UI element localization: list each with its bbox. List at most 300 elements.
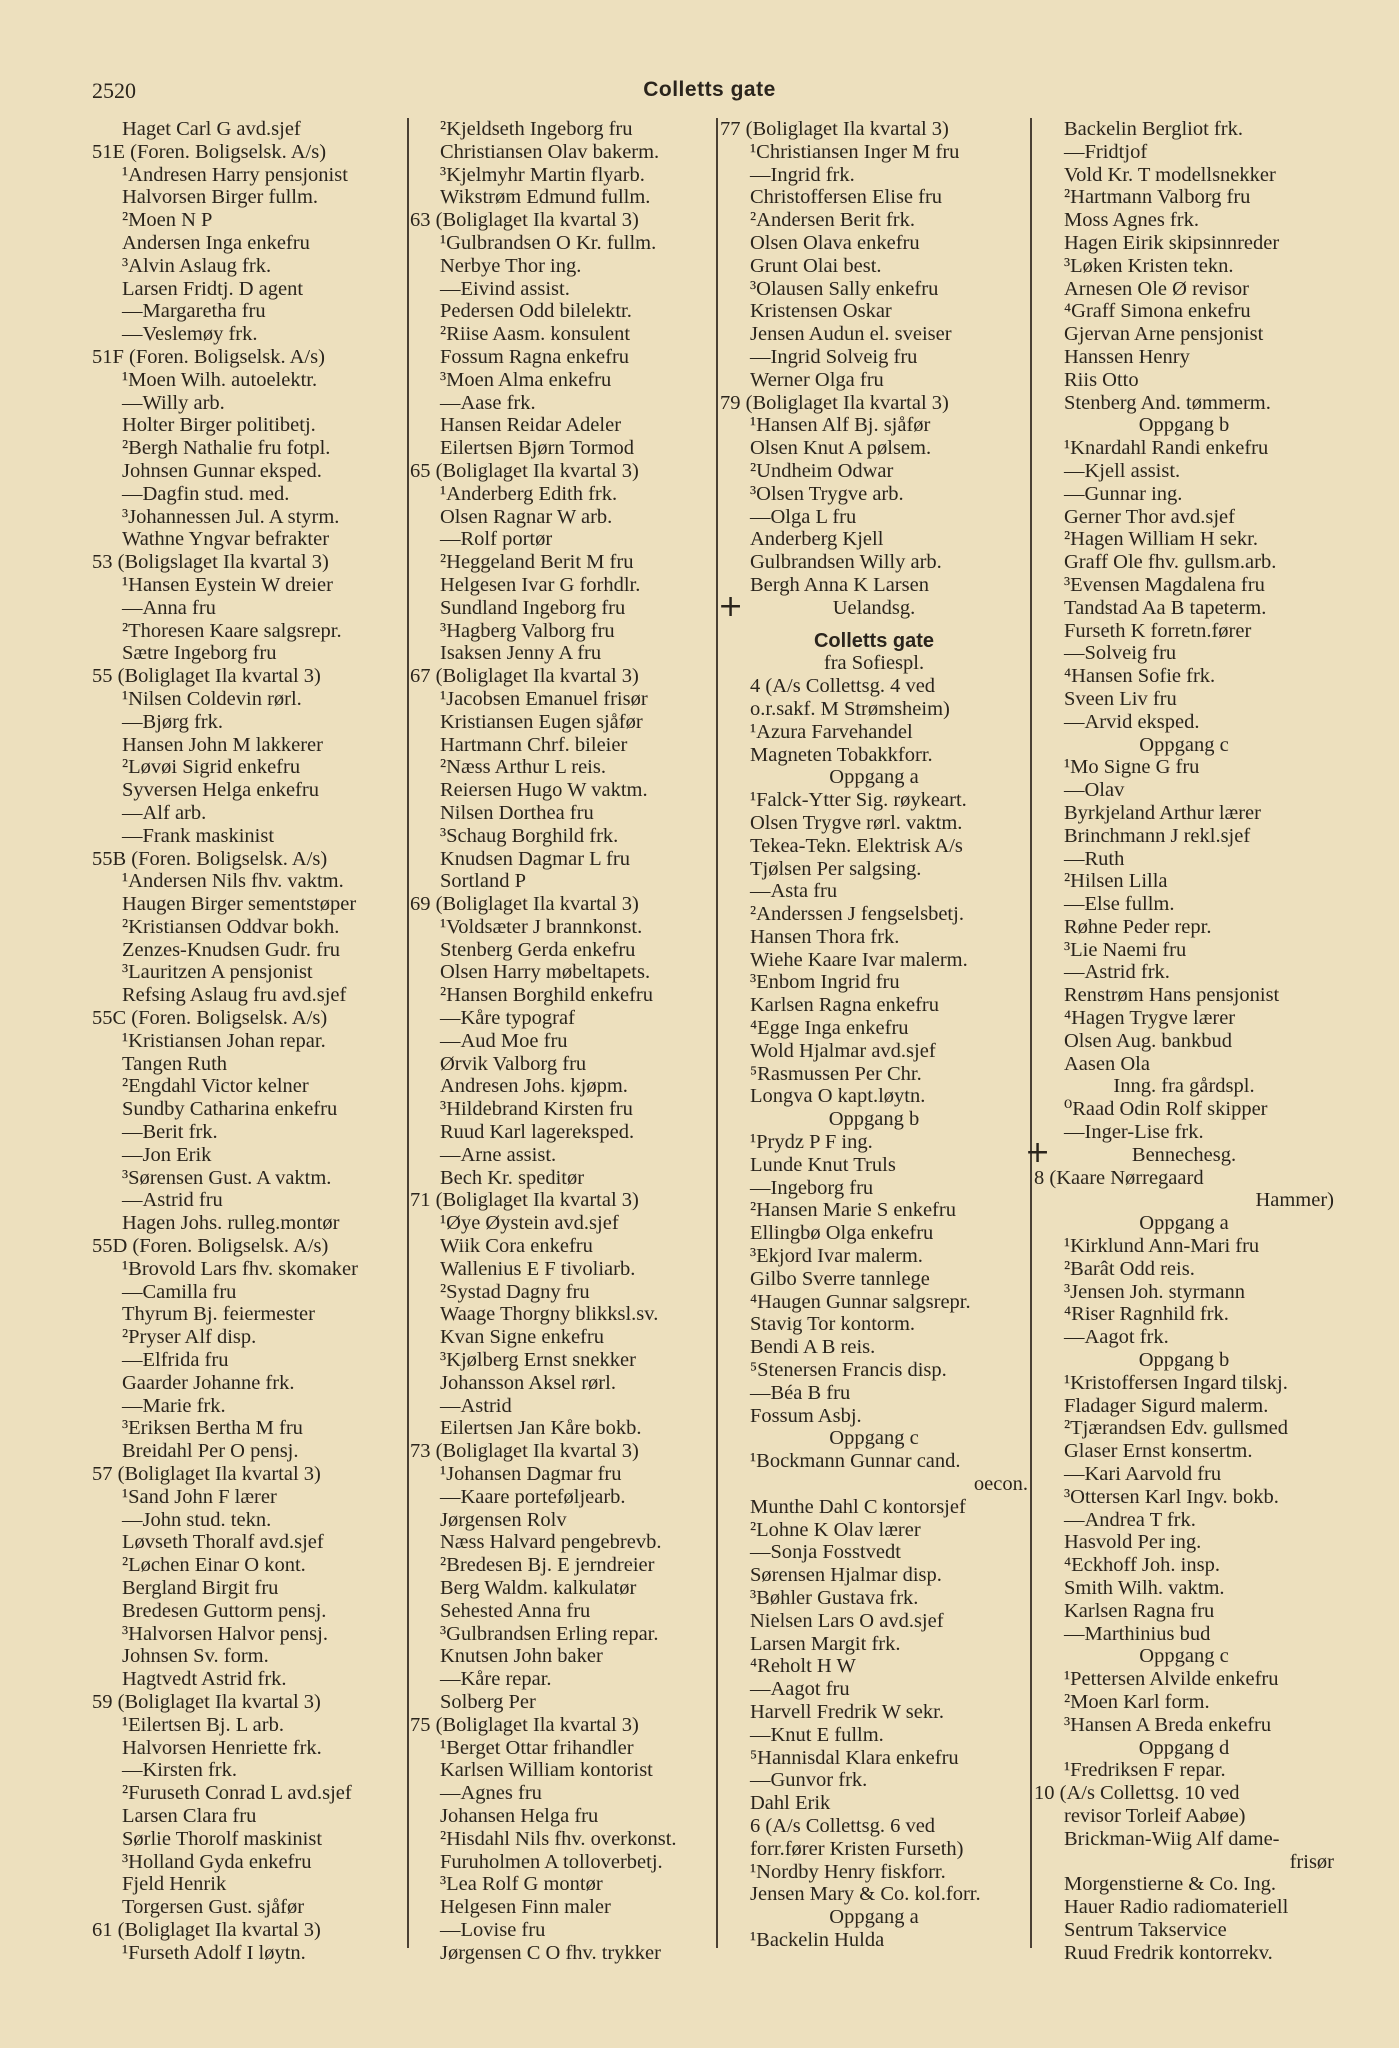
resident-entry: ³Lie Naemi fru xyxy=(1064,938,1187,961)
resident-entry: Sentrum Takservice xyxy=(1064,1918,1227,1941)
resident-entry: Haget Carl G avd.sjef xyxy=(122,118,301,140)
resident-entry: ³Bøhler Gustava frk. xyxy=(750,1587,919,1609)
resident-entry: Christoffersen Elise fru xyxy=(750,186,943,209)
address-heading: 55D (Foren. Boligselsk. A/s) xyxy=(92,1235,329,1258)
resident-entry: ¹Prydz P F ing. xyxy=(750,1131,873,1154)
column-3 xyxy=(720,118,1028,1952)
resident-entry: Thyrum Bj. feiermester xyxy=(122,1303,315,1326)
resident-entry: ⁴Reholt H W xyxy=(750,1655,856,1678)
resident-entry: Johansen Helga fru xyxy=(440,1804,599,1827)
resident-entry: Røhne Peder repr. xyxy=(1064,915,1212,938)
resident-entry: Smith Wilh. vaktm. xyxy=(1064,1577,1225,1599)
resident-entry: ³Lauritzen A pensjonist xyxy=(122,961,313,984)
resident-entry: —Knut E fullm. xyxy=(750,1723,884,1746)
resident-entry: Torgersen Gust. sjåfør xyxy=(122,1896,305,1919)
resident-entry: ⁵Hannisdal Klara enkefru xyxy=(750,1746,959,1769)
resident-entry: Gilbo Sverre tannlege xyxy=(750,1267,930,1290)
resident-entry: ⁵Stenersen Francis disp. xyxy=(750,1359,947,1382)
resident-entry: Larsen Margit frk. xyxy=(750,1632,901,1655)
resident-entry: Kvan Signe enkefru xyxy=(440,1326,604,1349)
resident-entry: Næss Halvard pengebrevb. xyxy=(440,1531,662,1554)
resident-entry: —Kåre repar. xyxy=(440,1668,552,1691)
resident-entry: Karlsen Ragna enkefru xyxy=(750,994,939,1017)
resident-entry: ³Hildebrand Kirsten fru xyxy=(440,1098,633,1121)
page-number: 2520 xyxy=(92,78,136,103)
resident-entry: Larsen Fridtj. D agent xyxy=(122,277,304,300)
resident-entry: Reiersen Hugo W vaktm. xyxy=(440,779,648,802)
address-heading: 71 (Boliglaget Ila kvartal 3) xyxy=(410,1189,639,1212)
resident-entry: Wikstrøm Edmund fullm. xyxy=(440,186,651,209)
resident-entry: ²Pryser Alf disp. xyxy=(122,1326,257,1349)
address-heading: 55 (Boliglaget Ila kvartal 3) xyxy=(92,665,321,688)
resident-entry: Wold Hjalmar avd.sjef xyxy=(750,1039,936,1062)
resident-entry: Eilertsen Jan Kåre bokb. xyxy=(440,1417,642,1440)
resident-entry: Olsen Harry møbeltapets. xyxy=(440,961,651,984)
resident-entry: ⁴Egge Inga enkefru xyxy=(750,1017,909,1040)
resident-entry: ¹Hansen Eystein W dreier xyxy=(122,573,333,596)
address-heading: 8 (Kaare Nørregaard xyxy=(1034,1166,1204,1189)
section-heading: Oppgang b xyxy=(1138,414,1230,437)
resident-entry: Jørgensen Rolv xyxy=(440,1508,567,1531)
resident-entry: —Eivind assist. xyxy=(440,277,570,300)
resident-entry: ²Kjeldseth Ingeborg fru xyxy=(440,118,633,140)
resident-entry: ¹Jacobsen Emanuel frisør xyxy=(440,687,648,710)
resident-entry: Sørlie Thorolf maskinist xyxy=(122,1827,323,1850)
resident-entry: Grunt Olai best. xyxy=(750,254,882,277)
resident-entry: Bergh Anna K Larsen xyxy=(750,573,929,596)
resident-entry: ⁴Hagen Trygve lærer xyxy=(1064,1007,1236,1030)
resident-entry: Aasen Ola xyxy=(1064,1052,1150,1075)
section-heading: Uelandsg. xyxy=(832,596,916,619)
resident-entry: ²Hansen Marie S enkefru xyxy=(750,1199,956,1222)
resident-entry: Hagen Johs. rulleg.montør xyxy=(122,1212,340,1235)
resident-entry: ³Lea Rolf G montør xyxy=(440,1873,603,1896)
resident-entry: Zenzes-Knudsen Gudr. fru xyxy=(122,938,341,961)
resident-entry: —Alf arb. xyxy=(122,801,207,824)
resident-entry: Jensen Audun el. sveiser xyxy=(750,323,952,346)
section-heading: Inng. fra gårdspl. xyxy=(1113,1075,1255,1098)
resident-entry: Olsen Ragnar W arb. xyxy=(440,505,613,528)
resident-entry: Riis Otto xyxy=(1064,368,1139,391)
resident-entry: —Arvid eksped. xyxy=(1064,710,1200,733)
section-heading: Oppgang b xyxy=(1138,1349,1230,1372)
resident-entry: Arnesen Ole Ø revisor xyxy=(1064,277,1250,300)
section-heading: Oppgang a xyxy=(1139,1212,1229,1235)
resident-entry: ¹Pettersen Alvilde enkefru xyxy=(1064,1668,1279,1691)
resident-entry: ⁵Rasmussen Per Chr. xyxy=(750,1062,922,1085)
resident-entry: ²Hagen William H sekr. xyxy=(1064,528,1258,551)
running-head: Colletts gate xyxy=(643,78,776,101)
resident-entry: Helgesen Ivar G forhdlr. xyxy=(440,573,641,596)
resident-entry: ²Furuseth Conrad L avd.sjef xyxy=(122,1782,352,1805)
resident-entry: —Olga L fru xyxy=(750,505,857,528)
resident-entry: —Else fullm. xyxy=(1064,893,1175,916)
resident-entry: Olsen Aug. bankbud xyxy=(1064,1029,1232,1052)
section-heading: Oppgang a xyxy=(829,1906,919,1929)
section-heading: Oppgang c xyxy=(829,1427,919,1450)
resident-entry: ¹Furseth Adolf I løytn. xyxy=(122,1941,306,1964)
resident-entry: ³Holland Gyda enkefru xyxy=(122,1850,312,1873)
address-heading: 10 (A/s Collettsg. 10 ved xyxy=(1034,1782,1240,1805)
resident-entry: Knutsen John baker xyxy=(440,1645,603,1668)
resident-entry: Løvseth Thoralf avd.sjef xyxy=(122,1531,324,1554)
resident-entry: ³Løken Kristen tekn. xyxy=(1064,254,1234,277)
section-heading: Oppgang c xyxy=(1139,1645,1229,1668)
resident-entry: revisor Torleif Aabøe) xyxy=(1064,1804,1246,1827)
resident-entry: ²Lohne K Olav lærer xyxy=(750,1518,921,1541)
resident-entry: Fladager Sigurd malerm. xyxy=(1064,1394,1269,1417)
resident-entry: Nerbye Thor ing. xyxy=(440,254,582,277)
section-heading: Oppgang d xyxy=(1138,1736,1230,1759)
resident-entry: —Asta fru xyxy=(750,880,838,903)
resident-entry: —Andrea T frk. xyxy=(1064,1508,1196,1531)
resident-entry: ³Halvorsen Halvor pensj. xyxy=(122,1622,328,1645)
resident-entry: Holter Birger politibetj. xyxy=(122,414,316,437)
resident-entry: —Fridtjof xyxy=(1064,140,1148,163)
resident-entry: ¹Eilertsen Bj. L arb. xyxy=(122,1713,284,1736)
resident-entry: Bergland Birgit fru xyxy=(122,1577,279,1599)
resident-entry: Syversen Helga enkefru xyxy=(122,779,319,802)
resident-entry: Knudsen Dagmar L fru xyxy=(440,847,630,870)
column-4 xyxy=(1034,118,1334,1965)
resident-entry: Jensen Mary & Co. kol.forr. xyxy=(750,1883,981,1906)
resident-entry: Wallenius E F tivoliarb. xyxy=(440,1257,636,1280)
resident-entry: ¹Christiansen Inger M fru xyxy=(750,140,960,163)
resident-entry: ²Andersen Berit frk. xyxy=(750,209,915,232)
resident-entry: ²Thoresen Kaare salgsrepr. xyxy=(122,619,342,642)
resident-entry: —Solveig fru xyxy=(1064,642,1177,665)
resident-entry: —Inger-Lise frk. xyxy=(1064,1121,1204,1144)
resident-entry: Hauer Radio radiomateriell xyxy=(1064,1896,1289,1919)
resident-entry: Larsen Clara fru xyxy=(122,1804,257,1827)
resident-entry: ³Johannessen Jul. A styrm. xyxy=(122,505,340,528)
resident-entry: —Astrid fru xyxy=(122,1189,223,1212)
resident-entry: Sundby Catharina enkefru xyxy=(122,1098,338,1121)
resident-entry: —Willy arb. xyxy=(122,391,225,414)
section-heading: fra Sofiespl. xyxy=(823,652,925,675)
resident-entry: —Elfrida fru xyxy=(122,1349,229,1372)
resident-entry: ⁴Hansen Sofie frk. xyxy=(1064,665,1216,688)
resident-entry: Eilertsen Bjørn Tormod xyxy=(440,437,635,460)
resident-entry: Sørensen Hjalmar disp. xyxy=(750,1564,942,1587)
resident-entry: Glaser Ernst konsertm. xyxy=(1064,1440,1253,1463)
resident-entry: Olsen Trygve rørl. vaktm. xyxy=(750,811,963,834)
resident-entry: ²Kristiansen Oddvar bokh. xyxy=(122,915,340,938)
resident-entry: Refsing Aslaug fru avd.sjef xyxy=(122,984,347,1007)
resident-entry: ²Riise Aasm. konsulent xyxy=(440,323,631,346)
resident-entry: ²Hartmann Valborg fru xyxy=(1064,186,1251,209)
resident-entry: ²Barât Odd reis. xyxy=(1064,1257,1195,1280)
resident-entry: Kristensen Oskar xyxy=(750,300,892,323)
resident-entry: —Gunnar ing. xyxy=(1064,482,1183,505)
address-heading: 67 (Boliglaget Ila kvartal 3) xyxy=(410,665,639,688)
address-heading: 57 (Boliglaget Ila kvartal 3) xyxy=(92,1463,321,1486)
resident-entry: Breidahl Per O pensj. xyxy=(122,1440,299,1463)
resident-entry: ³Olsen Trygve arb. xyxy=(750,482,904,505)
resident-entry: Sveen Liv fru xyxy=(1064,687,1177,710)
resident-entry: ²Hansen Borghild enkefru xyxy=(440,984,653,1007)
resident-entry: ³Kjølberg Ernst snekker xyxy=(440,1349,636,1372)
column-rule xyxy=(407,118,409,1948)
resident-entry: Olsen Olava enkefru xyxy=(750,231,920,254)
resident-entry: ²Bergh Nathalie fru fotpl. xyxy=(122,437,331,460)
resident-entry: Halvorsen Birger fullm. xyxy=(122,186,319,209)
resident-entry: —Marie frk. xyxy=(122,1394,226,1417)
resident-entry: Kristiansen Eugen sjåfør xyxy=(440,710,643,733)
resident-entry: oecon. xyxy=(973,1473,1028,1496)
address-heading: 73 (Boliglaget Ila kvartal 3) xyxy=(410,1440,639,1463)
resident-entry: ⁴Riser Ragnhild frk. xyxy=(1064,1303,1229,1326)
resident-entry: —Aagot fru xyxy=(750,1678,850,1701)
resident-entry: ²Tjærandsen Edv. gullsmed xyxy=(1064,1417,1289,1440)
resident-entry: Wiehe Kaare Ivar malerm. xyxy=(750,948,968,971)
resident-entry: ¹Knardahl Randi enkefru xyxy=(1064,437,1269,460)
resident-entry: ³Olausen Sally enkefru xyxy=(750,277,939,300)
resident-entry: ³Moen Alma enkefru xyxy=(440,368,612,391)
resident-entry: Andresen Johs. kjøpm. xyxy=(440,1075,628,1098)
cross-street-marker: + xyxy=(1025,1135,1051,1170)
section-heading: Oppgang c xyxy=(1139,733,1229,756)
resident-entry: Wiik Cora enkefru xyxy=(440,1235,593,1258)
address-heading: 79 (Boliglaget Ila kvartal 3) xyxy=(720,391,949,414)
resident-entry: ⁴Haugen Gunnar salgsrepr. xyxy=(750,1290,971,1313)
resident-entry: frisør xyxy=(1289,1850,1334,1873)
resident-entry: Morgenstierne & Co. Ing. xyxy=(1064,1873,1276,1896)
resident-entry: Longva O kapt.løytn. xyxy=(750,1085,926,1108)
resident-entry: Fossum Asbj. xyxy=(750,1404,862,1427)
resident-entry: ³Jensen Joh. styrmann xyxy=(1064,1280,1245,1303)
resident-entry: —Aase frk. xyxy=(440,391,536,414)
resident-entry: ³Gulbrandsen Erling repar. xyxy=(440,1622,659,1645)
resident-entry: Backelin Bergliot frk. xyxy=(1064,118,1243,140)
resident-entry: —Béa B fru xyxy=(750,1381,851,1404)
resident-entry: Bredesen Guttorm pensj. xyxy=(122,1599,327,1622)
resident-entry: ²Hilsen Lilla xyxy=(1064,870,1168,893)
resident-entry: Tekea-Tekn. Elektrisk A/s xyxy=(750,834,963,857)
resident-entry: ¹Berget Ottar frihandler xyxy=(440,1736,634,1759)
resident-entry: ¹Azura Farvehandel xyxy=(750,720,913,743)
resident-entry: Byrkjeland Arthur lærer xyxy=(1064,801,1261,824)
resident-entry: ²Løchen Einar O kont. xyxy=(122,1554,306,1577)
resident-entry: Johansson Aksel rørl. xyxy=(440,1371,616,1394)
resident-entry: forr.fører Kristen Furseth) xyxy=(750,1837,964,1860)
resident-entry: Karlsen Ragna fru xyxy=(1064,1599,1215,1622)
resident-entry: Moss Agnes frk. xyxy=(1064,209,1199,232)
resident-entry: Werner Olga fru xyxy=(750,368,884,391)
address-heading: 65 (Boliglaget Ila kvartal 3) xyxy=(410,459,639,482)
resident-entry: ²Moen N P xyxy=(122,209,213,232)
resident-entry: ³Eriksen Bertha M fru xyxy=(122,1417,303,1440)
address-heading: 51E (Foren. Boligselsk. A/s) xyxy=(92,140,327,163)
resident-entry: ¹Bockmann Gunnar cand. xyxy=(750,1450,961,1473)
resident-entry: —Olav xyxy=(1064,779,1125,802)
resident-entry: —Sonja Fosstvedt xyxy=(750,1541,901,1564)
resident-entry: Solberg Per xyxy=(440,1690,536,1713)
resident-entry: —Agnes fru xyxy=(440,1782,542,1805)
resident-entry: —Kari Aarvold fru xyxy=(1064,1463,1222,1486)
column-rule xyxy=(1030,118,1032,1948)
resident-entry: ¹Falck-Ytter Sig. røykeart. xyxy=(750,789,967,812)
resident-entry: —Aud Moe fru xyxy=(440,1029,568,1052)
resident-entry: Gaarder Johanne frk. xyxy=(122,1371,295,1394)
resident-entry: —Rolf portør xyxy=(440,528,553,551)
resident-entry: ¹Kristiansen Johan repar. xyxy=(122,1029,326,1052)
resident-entry: ³Enbom Ingrid fru xyxy=(750,971,900,994)
resident-entry: Sætre Ingeborg fru xyxy=(122,642,277,665)
resident-entry: ¹Sand John F lærer xyxy=(122,1485,277,1508)
resident-entry: Karlsen William kontorist xyxy=(440,1759,653,1782)
resident-entry: Brickman-Wiig Alf dame- xyxy=(1064,1827,1280,1850)
resident-entry: ²Løvøi Sigrid enkefru xyxy=(122,756,301,779)
resident-entry: Renstrøm Hans pensjonist xyxy=(1064,984,1280,1007)
section-heading: Oppgang b xyxy=(828,1108,920,1131)
resident-entry: ²Moen Karl form. xyxy=(1064,1690,1210,1713)
resident-entry: Helgesen Finn maler xyxy=(440,1896,611,1919)
resident-entry: Gjervan Arne pensjonist xyxy=(1064,323,1264,346)
resident-entry: —Ingrid frk. xyxy=(750,163,855,186)
address-heading: 55C (Foren. Boligselsk. A/s) xyxy=(92,1007,328,1030)
resident-entry: ³Hansen A Breda enkefru xyxy=(1064,1713,1272,1736)
resident-entry: o.r.sakf. M Strømsheim) xyxy=(750,697,950,720)
resident-entry: ¹Johansen Dagmar fru xyxy=(440,1463,622,1486)
resident-entry: ³Hagberg Valborg fru xyxy=(440,619,615,642)
resident-entry: Wathne Yngvar befrakter xyxy=(122,528,330,551)
resident-entry: Hansen Reidar Adeler xyxy=(440,414,622,437)
resident-entry: ¹Nordby Henry fiskforr. xyxy=(750,1860,946,1883)
resident-entry: Bendi A B reis. xyxy=(750,1336,876,1359)
resident-entry: ²Anderssen J fengselsbetj. xyxy=(750,903,964,926)
resident-entry: —Marthinius bud xyxy=(1064,1622,1211,1645)
resident-entry: Fjeld Henrik xyxy=(122,1873,227,1896)
resident-entry: —John stud. tekn. xyxy=(122,1508,272,1531)
resident-entry: Hansen John M lakkerer xyxy=(122,733,323,756)
resident-entry: —Dagfin stud. med. xyxy=(122,482,290,505)
resident-entry: ¹Gulbrandsen O Kr. fullm. xyxy=(440,231,657,254)
resident-entry: Jørgensen C O fhv. trykker xyxy=(440,1941,661,1964)
resident-entry: Pedersen Odd bilelektr. xyxy=(440,300,632,323)
resident-entry: ³Sørensen Gust. A vaktm. xyxy=(122,1166,332,1189)
resident-entry: ¹Anderberg Edith frk. xyxy=(440,482,618,505)
address-heading: 63 (Boliglaget Ila kvartal 3) xyxy=(410,209,639,232)
resident-entry: ²Næss Arthur L reis. xyxy=(440,756,606,779)
resident-entry: ¹Voldsæter J brannkonst. xyxy=(440,915,643,938)
column-1 xyxy=(92,118,404,1965)
resident-entry: Hasvold Per ing. xyxy=(1064,1531,1202,1554)
resident-entry: Halvorsen Henriette frk. xyxy=(122,1736,322,1759)
resident-entry: Tangen Ruth xyxy=(122,1052,228,1075)
resident-entry: Sehested Anna fru xyxy=(440,1599,591,1622)
resident-entry: Stenberg Gerda enkefru xyxy=(440,938,636,961)
resident-entry: ³Evensen Magdalena fru xyxy=(1064,573,1265,596)
resident-entry: ¹Hansen Alf Bj. sjåfør xyxy=(750,414,931,437)
resident-entry: Hagen Eirik skipsinnreder xyxy=(1064,231,1280,254)
resident-entry: —Camilla fru xyxy=(122,1280,237,1303)
resident-entry: —Bjørg frk. xyxy=(122,710,223,733)
address-heading: 51F (Foren. Boligselsk. A/s) xyxy=(92,345,325,368)
resident-entry: Furuholmen A tolloverbetj. xyxy=(440,1850,663,1873)
resident-entry: ¹Øye Øystein avd.sjef xyxy=(440,1212,619,1235)
resident-entry: —Kjell assist. xyxy=(1064,459,1181,482)
resident-entry: Ellingbø Olga enkefru xyxy=(750,1222,934,1245)
resident-entry: ⁴Graff Simona enkefru xyxy=(1064,300,1251,323)
resident-entry: Sortland P xyxy=(440,870,526,893)
section-heading: Bennechesg. xyxy=(1131,1143,1237,1166)
resident-entry: —Anna fru xyxy=(122,596,216,619)
resident-entry: —Kåre typograf xyxy=(440,1007,575,1030)
section-heading: Oppgang a xyxy=(829,766,919,789)
resident-entry: Waage Thorgny blikksl.sv. xyxy=(440,1303,659,1326)
resident-entry: ¹Kirklund Ann-Mari fru xyxy=(1064,1235,1260,1258)
column-rule xyxy=(716,118,718,1948)
resident-entry: Olsen Knut A pølsem. xyxy=(750,437,932,460)
resident-entry: ¹Kristoffersen Ingard tilskj. xyxy=(1064,1371,1288,1394)
resident-entry: —Veslemøy frk. xyxy=(122,323,258,346)
resident-entry: Harvell Fredrik W sekr. xyxy=(750,1700,944,1723)
resident-entry: Munthe Dahl C kontorsjef xyxy=(750,1495,966,1518)
resident-entry: ³Alvin Aslaug frk. xyxy=(122,254,272,277)
resident-entry: Gulbrandsen Willy arb. xyxy=(750,551,942,574)
resident-entry: —Arne assist. xyxy=(440,1143,557,1166)
address-heading: 61 (Boliglaget Ila kvartal 3) xyxy=(92,1918,321,1941)
resident-entry: Johnsen Sv. form. xyxy=(122,1645,269,1668)
resident-entry: Vold Kr. T modellsnekker xyxy=(1064,163,1276,186)
resident-entry: Fossum Ragna enkefru xyxy=(440,345,630,368)
resident-entry: ³Schaug Borghild frk. xyxy=(440,824,619,847)
resident-entry: Hansen Thora frk. xyxy=(750,925,900,948)
resident-entry: Ruud Karl lagereksped. xyxy=(440,1121,635,1144)
resident-entry: ¹Mo Signe G fru xyxy=(1064,756,1200,779)
address-heading: 77 (Boliglaget Ila kvartal 3) xyxy=(720,118,949,140)
resident-entry: ²Heggeland Berit M fru xyxy=(440,551,634,574)
resident-entry: Brinchmann J rekl.sjef xyxy=(1064,824,1251,847)
resident-entry: —Kaare porteføljearb. xyxy=(440,1485,626,1508)
resident-entry: Stenberg And. tømmerm. xyxy=(1064,391,1271,414)
resident-entry: Ruud Fredrik kontorrekv. xyxy=(1064,1941,1273,1964)
address-heading: 55B (Foren. Boligselsk. A/s) xyxy=(92,847,328,870)
resident-entry: ²Bredesen Bj. E jerndreier xyxy=(440,1554,655,1577)
section-heading: Colletts gate xyxy=(813,629,935,652)
resident-entry: Christiansen Olav bakerm. xyxy=(440,140,660,163)
resident-entry: —Jon Erik xyxy=(122,1143,212,1166)
resident-entry: —Kirsten frk. xyxy=(122,1759,238,1782)
address-heading: 75 (Boliglaget Ila kvartal 3) xyxy=(410,1713,639,1736)
resident-entry: —Astrid xyxy=(440,1394,512,1417)
resident-entry: Furseth K forretn.fører xyxy=(1064,619,1252,642)
resident-entry: ¹Moen Wilh. autoelektr. xyxy=(122,368,318,391)
resident-entry: 4 (A/s Collettsg. 4 ved xyxy=(750,675,936,698)
resident-entry: Isaksen Jenny A fru xyxy=(440,642,602,665)
resident-entry: ³Kjelmyhr Martin flyarb. xyxy=(440,163,645,186)
resident-entry: Bech Kr. speditør xyxy=(440,1166,585,1189)
resident-entry: Tjølsen Per salgsing. xyxy=(750,857,922,880)
cross-street-marker: + xyxy=(718,589,744,624)
resident-entry: ⁴Eckhoff Joh. insp. xyxy=(1064,1554,1220,1577)
resident-entry: ³Ottersen Karl Ingv. bokb. xyxy=(1064,1485,1279,1508)
resident-entry: ²Systad Dagny fru xyxy=(440,1280,590,1303)
resident-entry: Gerner Thor avd.sjef xyxy=(1064,505,1235,528)
resident-entry: —Ingeborg fru xyxy=(750,1176,874,1199)
resident-entry: ¹Fredriksen F repar. xyxy=(1064,1759,1226,1782)
resident-entry: Hammer) xyxy=(1255,1189,1334,1212)
resident-entry: ²Hisdahl Nils fhv. overkonst. xyxy=(440,1827,677,1850)
resident-entry: Andersen Inga enkefru xyxy=(122,231,310,254)
resident-entry: —Berit frk. xyxy=(122,1121,218,1144)
resident-entry: Haugen Birger sementstøper xyxy=(122,893,357,916)
resident-entry: Anderberg Kjell xyxy=(750,528,884,551)
resident-entry: Johnsen Gunnar eksped. xyxy=(122,459,322,482)
resident-entry: ²Undheim Odwar xyxy=(750,459,894,482)
resident-entry: —Ruth xyxy=(1064,847,1125,870)
